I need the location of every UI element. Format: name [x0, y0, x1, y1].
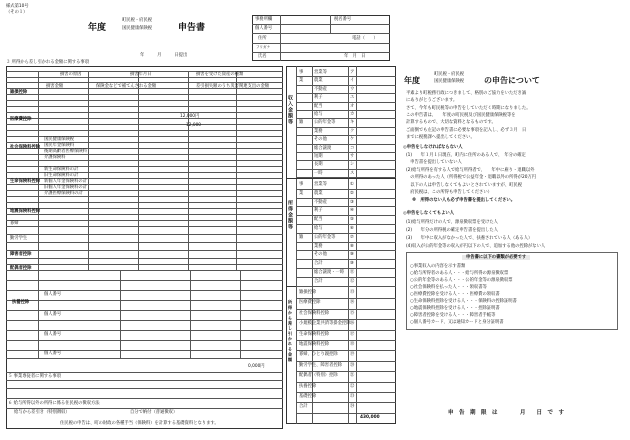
medical-value-2: 12,000 [186, 123, 202, 128]
amount-field[interactable] [357, 224, 395, 233]
row-key: ⑮ [350, 310, 355, 316]
row-label: 給与 [314, 112, 323, 117]
other-total: 0,000円 [248, 364, 265, 369]
row-key: ④ [350, 208, 354, 214]
row-key: ⑧ [350, 243, 354, 249]
right-title-suffix: の申告について [484, 76, 540, 85]
row-key: ⑬ [350, 290, 355, 295]
row-key: ア [350, 70, 355, 75]
row-label: 利子 [314, 95, 323, 101]
row-label: 不動産 [314, 199, 327, 205]
amount-field[interactable] [357, 277, 395, 286]
tax-declaration-form: 様式第10号 （その１） 年度 町民税・府民税 国民健康保険税 申告書 事務所欄 税名番号 個人番号 住所 フリガナ 氏名 電話（ ） 年 月 日 年 月 日提出 ３ 所得から差し引かれる金額に関する事項 雑損控除 損害の原因 損害年月日 損害を受けた資産の種類 損害金額 保険金などで補てんされる金額 差引損失額のうち災害関連支出の金額 医療費控除 12,000円 12,000 社会保険料控除 国民健康保険税 国民年金保険料 後期高齢者医療保険料 介護保険料 生命保険料控除 新生命保険料の計 旧生命保険料の計 新個人年金保険料の計 旧個人年金保険料の計 介護医療保険料の計 地震保険料控除 寡婦 勤労学生 障害者控除 配偶者控除 扶養控除 個人番号 個人番号 個人番号 個人番号 0,000円 ５ 事業専従者に関する事項 ６ 給与所得以外の所得に係る住民税の徴収方法 給与から差引き（特別徴収） 自分で納付（普通徴収） 住民税の申告は、町の財政の各種手当（保険料）を計算する基礎資料となります。 収入金額等 所得金額等 所得から差し引かれる金額 事 営業等 ア 業 農業 イ 不動産 ウ 利子 エ 配当 オ 給与 カ 雑 公的年金等 キ 業務 ク その他 ケ 総合譲渡 コ 短期 サ 長期 シ 一時 ス 事 営業等 ① 業 農業 ② 不動産 ③ 利子 ④ 配当 ⑤ 給与 ⑥ 雑 公的年金等 ⑦ 業務 ⑧ その他 ⑨ 合計 ⑩ 総合譲渡・一時 ⑪ 合計 ⑫ 雑損控除 ⑬ 医療費控除 ⑭ 社会保険料控除 ⑮ 小規模企業共済等掛金控除 ⑯ 生命保険料控除 ⑰ 地震保険料控除 ⑱ 寡婦、ひとり親控除 ⑲ 勤労学生、障害者控除 ⑳ 配偶者（特別）控除 ㉑ 扶養控除 ㉒ 基礎控除 ㉓ 合計 ㉔ 430,000 年度 町民税・府民税 国民健康保険税 の申告について 平素より町税務行政につきまして、格別のご協力をいただき誠 にありがとうございます。 さて、今年も町民税等の申告をしていただく時期になりました。 この申告書は、 年度の町民税及び国民健康保険税等を 計算するもので、大切な資料となるものです。 ご面倒でも左記の申告書に必要な事項を記入し、必ず３月 日 までに税務課へ提出してください。 ◎申告をしなければならない人 (1) 年１月１日現在、町内に住所のある人で、 年分の確定 申告書を提出していない人 (2)給与所得を有する人で給与所得者で、 年中に雇り・退職以外 の所得のあった人（所得税で公益年金・退職以外の所得が20万円 以下の人は申告しなくてもよいとされていますが、町民税 府民税は、この所得も申告してください） ※ 所得のない人も必ず申告書を提出してください。 ◎申告をしなくてもよい人 (1)給与所得だけの人で、源泉徴収票を受けた人 (2) 年分の所得税の確定申告書を提出した人 (3) 年中に収入がなかった人で、扶養されている人（ある人） (4)収入が公的年金等の収入が円以下の人で、追加する他の控除がない人 申告書に以下の書類が必要です ○事業収入の内容を示す書類 ○給与所得者のある人・・・給与所得の源泉徴収票 ○公的年金等のある人・・・公的年金等の源泉徴収票 ○社会保険料を払った人・・・領収書等 ○医療費控除を受ける人・・・医療費の領収書 ○生命保険料控除を受ける人・・・保険料の控除証明書 ○地震保険料控除を受ける人・・・控除証明書 ○障害者控除を受ける人・・・障害者手帳等 ○個人番号カード、又は通知カードと身分証明書 申 告 期 限 は 月 日 で す [0, 0, 630, 440]
row-label: 生命保険料控除 [299, 331, 330, 337]
life-insurance-label: 生命保険料控除 [10, 179, 41, 184]
earthquake-label: 地震保険料控除 [10, 209, 41, 214]
row-label: 給与 [314, 226, 323, 231]
row-category: 事 [299, 70, 304, 75]
row-key: ㉒ [350, 383, 355, 389]
amount-field[interactable] [357, 319, 395, 329]
row-label: 地震保険料控除 [299, 342, 330, 347]
section3-title: ３ 所得から差し引かれる金額に関する事項 [6, 60, 90, 65]
amount-field[interactable] [357, 288, 395, 298]
income2-label: 所得金額等 [287, 200, 293, 230]
row-key: ⑪ [350, 270, 355, 275]
row-key: キ [350, 120, 355, 126]
amount-field[interactable] [357, 242, 395, 251]
row-key: カ [350, 112, 355, 117]
amount-field[interactable] [357, 233, 395, 242]
amount-field[interactable] [357, 102, 395, 110]
section5-title: ５ 事業専従者に関する事項 [8, 374, 61, 379]
row-label: 営業等 [314, 182, 327, 187]
row-category: 業 [299, 190, 304, 196]
amount-field[interactable] [357, 198, 395, 207]
row-label: 寡婦、ひとり親控除 [299, 352, 338, 358]
income-label: 収入金額等 [287, 95, 293, 125]
amount-field[interactable] [357, 93, 395, 101]
right-title-year: 年度 [404, 76, 420, 85]
amount-field[interactable] [357, 85, 395, 93]
amount-field[interactable] [357, 180, 395, 189]
dependents-label: 扶養控除 [12, 300, 30, 305]
amount-field[interactable] [357, 215, 395, 224]
amount-field[interactable] [357, 127, 395, 135]
row-label: 公的年金等 [314, 120, 336, 126]
row-label: 合計 [314, 261, 323, 267]
amount-field[interactable] [357, 160, 395, 168]
medical-value-1: 12,000円 [180, 114, 200, 119]
row-key: オ [350, 103, 355, 109]
row-key: ⑯ [350, 321, 355, 327]
amount-field[interactable] [357, 135, 395, 143]
medical-expense-label: 医療費控除 [10, 117, 32, 122]
amount-field[interactable] [357, 118, 395, 126]
amount-field[interactable] [357, 268, 395, 277]
amount-field[interactable] [357, 402, 395, 412]
row-label: 配偶者（特別）控除 [299, 373, 338, 379]
row-label: 農業 [314, 78, 323, 84]
row-category: 雑 [299, 234, 304, 240]
row-label: 合計 [314, 278, 323, 284]
form-title: 申告書 [178, 23, 206, 33]
amount-field[interactable] [357, 152, 395, 160]
row-label: 雑損控除 [299, 290, 317, 295]
amount-field[interactable] [357, 340, 395, 350]
row-label: 公的年金等 [314, 234, 336, 240]
row-label: その他 [314, 137, 327, 143]
deadline-value: 月 日 で す [520, 410, 565, 416]
row-label: 農業 [314, 190, 323, 196]
row-label: 利子 [314, 208, 323, 214]
row-key: ス [350, 170, 355, 176]
row-key: ⑰ [350, 331, 355, 337]
row-label: 配当 [314, 103, 323, 109]
amount-field[interactable] [357, 189, 395, 198]
deduction-label: 所得から差し引かれる金額 [288, 300, 293, 363]
row-label: 基礎控除 [299, 394, 317, 399]
collection-option-2[interactable]: 自分で納付（普通徴収） [130, 410, 178, 415]
row-label: 一時 [314, 170, 323, 176]
casualty-label: 雑損控除 [10, 90, 28, 95]
row-key: ウ [350, 86, 355, 92]
amount-field[interactable] [357, 259, 395, 268]
row-key: サ [350, 154, 355, 159]
row-label: 小規模企業共済等掛金控除 [299, 321, 351, 327]
row-key: ㉑ [350, 373, 355, 379]
row-category: 事 [299, 182, 304, 187]
row-label: 業務 [314, 128, 323, 134]
basic-deduction-value: 430,000 [360, 415, 380, 420]
row-key: ③ [350, 199, 354, 205]
row-key: ⑦ [350, 234, 354, 240]
amount-field[interactable] [357, 309, 395, 319]
row-label: 不動産 [314, 86, 327, 92]
row-category: 雑 [299, 120, 304, 126]
amount-field[interactable] [357, 392, 395, 402]
amount-field[interactable] [357, 371, 395, 381]
row-divider [296, 177, 396, 178]
row-key: ㉔ [350, 404, 355, 410]
collection-option-1[interactable]: 給与から差引き（特別徴収） [14, 410, 70, 415]
row-category: 業 [299, 78, 304, 84]
row-label: 勤労学生、障害者控除 [299, 362, 342, 368]
row-key: エ [350, 95, 355, 101]
row-label: 営業等 [314, 70, 327, 75]
row-label: その他 [314, 252, 327, 258]
amount-field[interactable] [357, 169, 395, 177]
amount-field[interactable] [357, 206, 395, 215]
row-label: 合計 [299, 404, 308, 410]
era-year: 年度 [88, 23, 107, 33]
form-id-sub: （その１） [6, 10, 28, 15]
required-docs-title: 申告書に以下の書類が必要です [462, 255, 530, 260]
row-key: ⑫ [350, 278, 355, 284]
row-key: ⑳ [350, 362, 355, 368]
row-key: ⑤ [350, 217, 354, 223]
row-label: 社会保険料控除 [299, 310, 330, 316]
amount-field[interactable] [357, 110, 395, 118]
row-label: 配当 [314, 217, 323, 223]
row-key: ケ [350, 137, 355, 143]
submission-date: 年 月 日提出 [140, 53, 188, 58]
row-label: 扶養控除 [299, 383, 317, 389]
amount-field[interactable] [357, 350, 395, 360]
deadline-label: 申 告 期 限 は [448, 410, 498, 416]
row-key: ク [350, 128, 355, 134]
amount-field[interactable] [357, 68, 395, 76]
row-label: 業務 [314, 243, 323, 249]
row-key: シ [350, 162, 355, 168]
social-insurance-label: 社会保険料控除 [10, 145, 41, 150]
must-file-title: ◎申告をしなければならない人 [403, 145, 463, 150]
row-key: ㉓ [350, 394, 355, 399]
not-file-title: ◎申告をしなくてもよい人 [403, 211, 455, 216]
row-divider [296, 413, 396, 414]
row-label: 短期 [314, 154, 323, 159]
row-key: ⑭ [350, 300, 355, 306]
tax-name-1: 町民税・府民税 [122, 18, 153, 23]
amount-field[interactable] [357, 298, 395, 308]
amount-field[interactable] [357, 250, 395, 259]
row-key: ① [350, 182, 354, 187]
row-key: ⑩ [350, 261, 354, 267]
section6-title: ６ 給与所得以外の所得に係る住民税の徴収方法 [8, 401, 100, 406]
amount-field[interactable] [357, 361, 395, 371]
form-id: 様式第10号 [6, 4, 29, 9]
row-label: 総合譲渡・一時 [314, 270, 345, 275]
row-key: ⑱ [350, 342, 355, 347]
row-key: ⑥ [350, 226, 354, 231]
amount-field[interactable] [357, 330, 395, 340]
row-divider [296, 286, 396, 287]
row-key: コ [350, 145, 355, 151]
row-label: 長期 [314, 162, 323, 168]
row-key: ⑨ [350, 252, 354, 258]
row-key: ② [350, 190, 354, 196]
row-key: ⑲ [350, 352, 355, 358]
row-label: 総合譲渡 [314, 145, 332, 151]
row-label: 医療費控除 [299, 300, 321, 306]
bottom-note: 住民税の申告は、町の財政の各種手当（保険料）を計算する基礎資料となります。 [60, 421, 219, 426]
tax-name-2: 国民健康保険税 [122, 26, 153, 31]
amount-field[interactable] [357, 382, 395, 392]
amount-field[interactable] [357, 144, 395, 152]
amount-field[interactable] [357, 76, 395, 84]
row-key: イ [350, 78, 355, 84]
